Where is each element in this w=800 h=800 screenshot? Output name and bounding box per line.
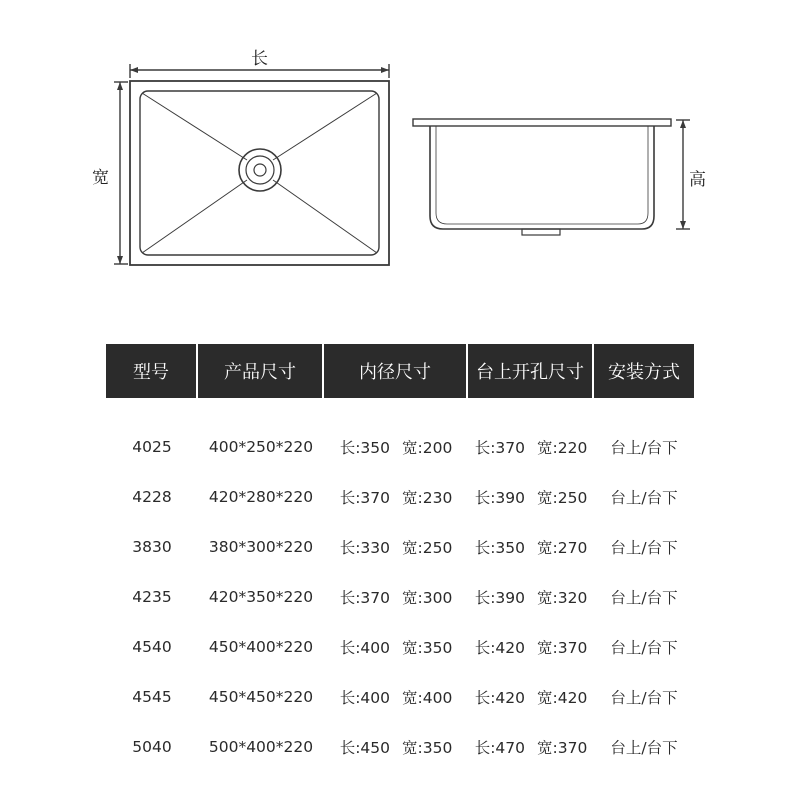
header-model: 型号: [106, 344, 198, 398]
cell-install-method-text: 台上/台下: [610, 439, 678, 457]
cell-product-size-text: 450*450*220: [208, 688, 314, 706]
cell-inner-size-text: 长:350: [339, 439, 390, 457]
table-row: [106, 522, 694, 572]
cell-install-method-text: 台上/台下: [610, 639, 678, 657]
cell-model-text: 4228: [132, 488, 172, 506]
cell-cutout-size-text: 长:390: [474, 489, 525, 507]
cell-product-size-text: 420*350*220: [208, 588, 314, 606]
cell-model: [106, 722, 198, 772]
cell-cutout-size-text: 长:370: [474, 439, 525, 457]
table-header: [106, 344, 694, 398]
cell-model-text: 4235: [132, 588, 172, 606]
cell-install-method-text: 台上/台下: [610, 489, 678, 507]
cell-inner-size-text: 长:330: [339, 539, 390, 557]
cell-install-method: [594, 422, 694, 472]
cell-install-method-text: 台上/台下: [610, 589, 678, 607]
drain-icon: [239, 149, 281, 191]
header-product-size: 产品尺寸: [198, 344, 324, 398]
cell-inner-size-text: 宽:300: [402, 589, 453, 607]
cell-inner-size: [324, 572, 468, 622]
cell-product-size-text: 420*280*220: [208, 488, 314, 506]
cell-product-size-text: 450*400*220: [208, 638, 314, 656]
table-row: [106, 472, 694, 522]
cell-model-text: 3830: [132, 538, 172, 556]
cell-inner-size-text: 宽:250: [402, 539, 453, 557]
sink-top-view: [130, 81, 389, 265]
cell-product-size-text: 380*300*220: [208, 538, 314, 556]
cell-model: [106, 522, 198, 572]
cell-install-method: [594, 722, 694, 772]
cell-cutout-size-text: 长:390: [474, 589, 525, 607]
cell-cutout-size: [468, 722, 594, 772]
cell-inner-size-text: 宽:350: [402, 639, 453, 657]
cell-inner-size: [324, 622, 468, 672]
header-inner-size: 内径尺寸: [324, 344, 468, 398]
cell-product-size-text: 500*400*220: [208, 738, 314, 756]
cell-install-method: [594, 522, 694, 572]
cell-inner-size-text: 宽:350: [402, 739, 453, 757]
cell-inner-size: [324, 522, 468, 572]
width-label: 宽: [92, 168, 109, 188]
sink-side-view: [413, 119, 671, 235]
cell-model: [106, 622, 198, 672]
cell-install-method: [594, 572, 694, 622]
cell-cutout-size-text: 宽:320: [537, 589, 588, 607]
cell-cutout-size-text: 长:350: [474, 539, 525, 557]
cell-model: [106, 572, 198, 622]
cell-cutout-size: [468, 472, 594, 522]
cell-product-size: [198, 672, 324, 722]
cell-inner-size: [324, 472, 468, 522]
cell-inner-size: [324, 722, 468, 772]
cell-inner-size-text: 宽:230: [402, 489, 453, 507]
cell-product-size: [198, 422, 324, 472]
cell-install-method-text: 台上/台下: [610, 539, 678, 557]
cell-cutout-size: [468, 672, 594, 722]
cell-inner-size-text: 宽:400: [402, 689, 453, 707]
cell-product-size: [198, 472, 324, 522]
height-label: 高: [689, 170, 706, 190]
header-install-method: 安装方式: [608, 362, 680, 383]
header-cutout-size: 台上开孔尺寸: [468, 344, 594, 398]
table-body: [106, 422, 694, 772]
cell-product-size: [198, 572, 324, 622]
cell-cutout-size-text: 长:420: [474, 639, 525, 657]
cell-install-method-text: 台上/台下: [610, 689, 678, 707]
cell-cutout-size-text: 宽:370: [537, 739, 588, 757]
cell-cutout-size-text: 宽:250: [537, 489, 588, 507]
cell-model: [106, 472, 198, 522]
cell-install-method: [594, 622, 694, 672]
cell-cutout-size-text: 宽:270: [537, 539, 588, 557]
cell-inner-size-text: 长:370: [339, 489, 390, 507]
cell-inner-size: [324, 672, 468, 722]
table-row: [106, 672, 694, 722]
cell-model-text: 4540: [132, 638, 172, 656]
cell-install-method: [594, 472, 694, 522]
cell-cutout-size: [468, 422, 594, 472]
cell-inner-size-text: 宽:200: [402, 439, 453, 457]
cell-inner-size-text: 长:450: [339, 739, 390, 757]
width-dimension: [114, 82, 128, 264]
cell-model-text: 4545: [132, 688, 172, 706]
table-row: [106, 422, 694, 472]
cell-inner-size-text: 长:370: [339, 589, 390, 607]
table-row: [106, 622, 694, 672]
sink-dimension-diagram: [0, 0, 800, 300]
cell-model-text: 5040: [132, 738, 172, 756]
cell-product-size-text: 400*250*220: [208, 438, 314, 456]
cell-model-text: 4025: [132, 438, 172, 456]
cell-product-size: [198, 722, 324, 772]
cell-cutout-size: [468, 522, 594, 572]
cell-cutout-size-text: 长:470: [474, 739, 525, 757]
cell-cutout-size-text: 长:420: [474, 689, 525, 707]
spec-table: [106, 344, 694, 772]
cell-cutout-size-text: 宽:370: [537, 639, 588, 657]
cell-install-method-text: 台上/台下: [610, 739, 678, 757]
cell-product-size: [198, 522, 324, 572]
length-label: 长: [251, 49, 268, 69]
cell-install-method: [594, 672, 694, 722]
cell-product-size: [198, 622, 324, 672]
cell-cutout-size-text: 宽:420: [537, 689, 588, 707]
table-row: [106, 572, 694, 622]
cell-cutout-size: [468, 622, 594, 672]
table-row: [106, 722, 694, 772]
cell-cutout-size: [468, 572, 594, 622]
height-dimension: [676, 120, 690, 229]
cell-model: [106, 672, 198, 722]
cell-cutout-size-text: 宽:220: [537, 439, 588, 457]
cell-inner-size-text: 长:400: [339, 689, 390, 707]
cell-inner-size-text: 长:400: [339, 639, 390, 657]
cell-model: [106, 422, 198, 472]
cell-inner-size: [324, 422, 468, 472]
